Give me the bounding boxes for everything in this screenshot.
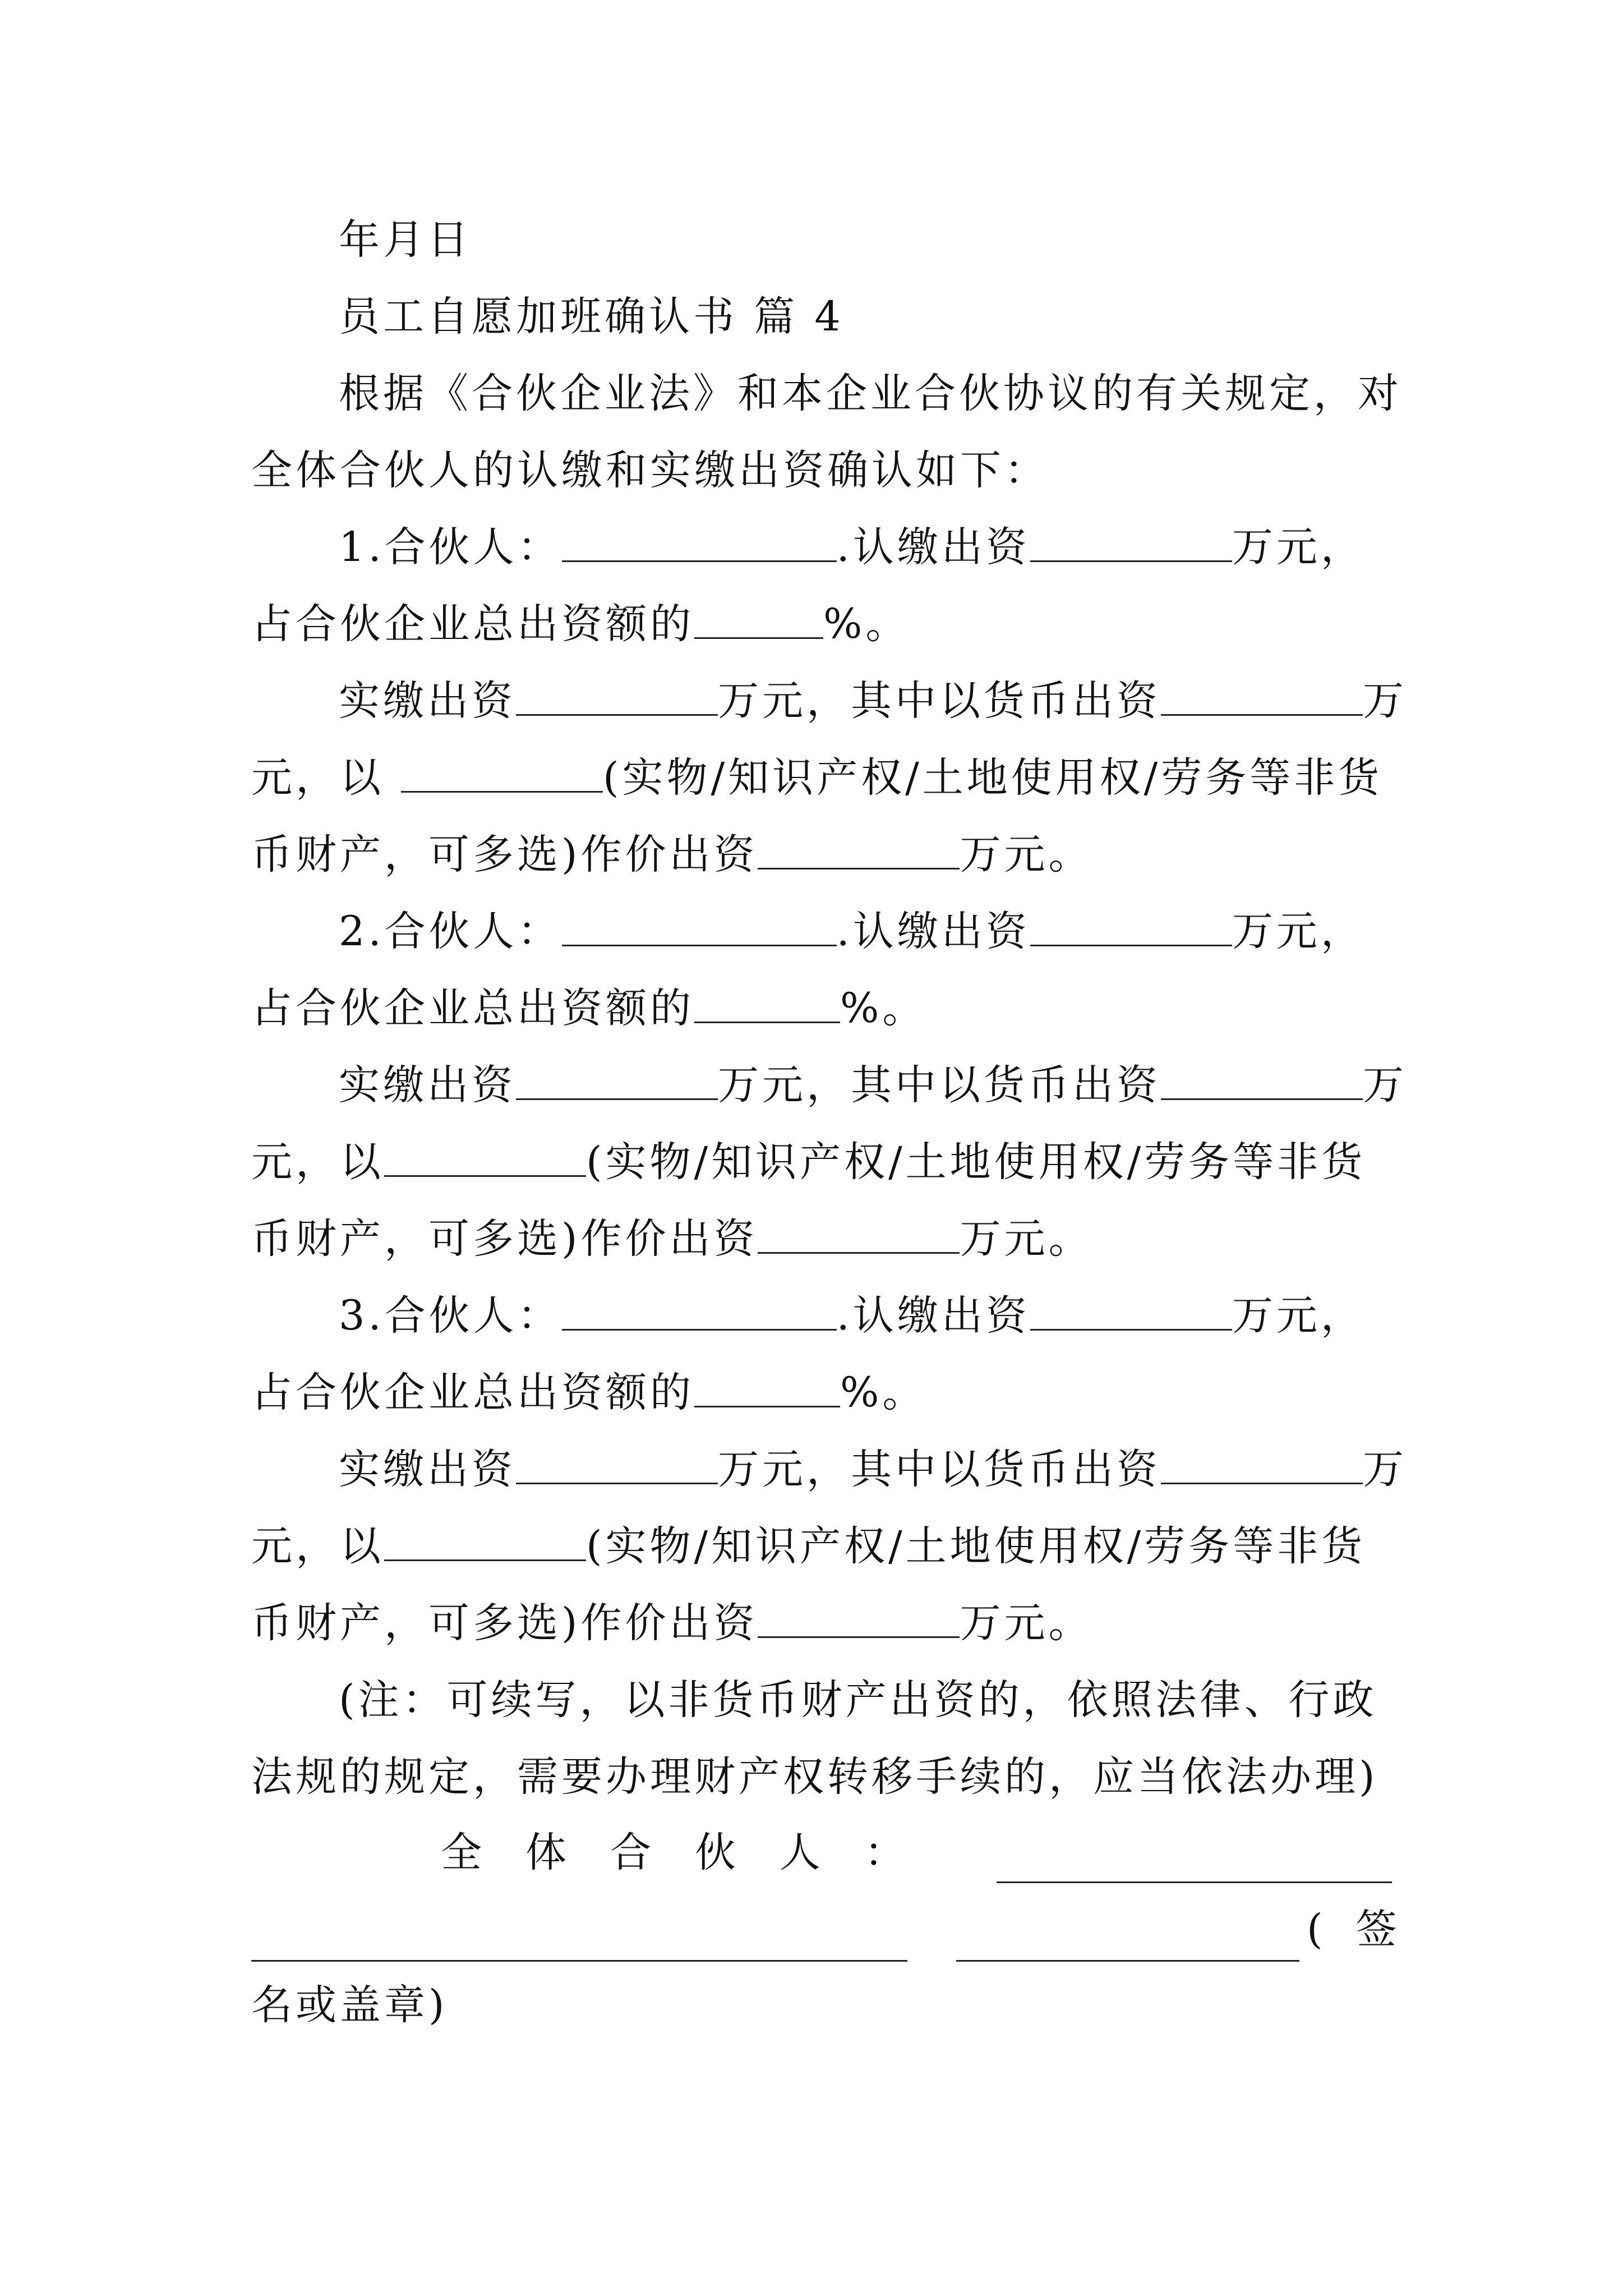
paid-amount-blank[interactable] bbox=[516, 1059, 718, 1100]
in-kind-amount-blank[interactable] bbox=[758, 829, 960, 869]
paid-label: 实缴出资 bbox=[339, 1061, 516, 1109]
signature-blank-2[interactable] bbox=[251, 1960, 907, 1962]
partner-name-blank[interactable] bbox=[562, 905, 837, 946]
note-text-1: (注：可续写，以非货币财产出资的，依照法律、行政 bbox=[339, 1676, 1377, 1724]
yuan-yi-text: 元，以 bbox=[251, 1522, 384, 1570]
unit-text: 万元。 bbox=[960, 831, 1093, 878]
partner-3-in-kind-line bbox=[251, 1519, 1366, 1575]
in-kind-desc: (实物/知识产权/土地使用权/劳务等非货 bbox=[586, 1522, 1366, 1570]
paid-amount-blank[interactable] bbox=[516, 1443, 718, 1484]
paid-mid-text: 万元，其中以货币出资 bbox=[718, 677, 1161, 725]
in-kind-tail: 币财产，可多选)作价出资 bbox=[251, 1215, 758, 1263]
unit-text: 万 bbox=[1363, 677, 1407, 725]
share-percent-blank[interactable] bbox=[694, 1366, 840, 1407]
yuan-yi-text: 元，以 bbox=[251, 1138, 384, 1186]
partner-name-blank[interactable] bbox=[562, 1290, 837, 1331]
unit-text: 万元， bbox=[1232, 523, 1365, 571]
document-heading bbox=[339, 289, 844, 345]
intro-text-2: 全体合伙人的认缴和实缴出资确认如下： bbox=[251, 447, 1049, 494]
subscribed-label: .认缴出资 bbox=[836, 1292, 1030, 1340]
subscribed-label: .认缴出资 bbox=[836, 523, 1030, 571]
partner-number: 2. bbox=[339, 908, 385, 955]
unit-text: 万元， bbox=[1232, 908, 1365, 955]
intro-line-2 bbox=[251, 443, 1049, 499]
partner-label: 合伙人： bbox=[384, 523, 562, 571]
partner-number: 3. bbox=[339, 1292, 385, 1340]
date-text: 年月日 bbox=[339, 216, 472, 264]
paid-mid-text: 万元，其中以货币出资 bbox=[718, 1061, 1161, 1109]
in-kind-desc: (实物/知识产权/土地使用权/劳务等非货 bbox=[603, 754, 1383, 802]
share-label: 占合伙企业总出资额的 bbox=[251, 1369, 694, 1416]
in-kind-tail: 币财产，可多选)作价出资 bbox=[251, 831, 758, 878]
partner-3-paid-line bbox=[339, 1442, 1407, 1498]
in-kind-tail: 币财产，可多选)作价出资 bbox=[251, 1599, 758, 1647]
subscribed-amount-blank[interactable] bbox=[1030, 521, 1232, 562]
in-kind-amount-blank[interactable] bbox=[758, 1597, 960, 1638]
unit-text: 万 bbox=[1363, 1446, 1407, 1493]
partner-3-line bbox=[339, 1288, 1365, 1344]
heading-text: 员工自愿加班确认书 篇 4 bbox=[339, 293, 844, 341]
paid-label: 实缴出资 bbox=[339, 677, 516, 725]
partner-3-in-kind-value-line bbox=[251, 1595, 1092, 1651]
note-text-2: 法规的规定，需要办理财产权转移手续的，应当依法办理) bbox=[251, 1753, 1378, 1801]
partner-label: 合伙人： bbox=[384, 1292, 562, 1340]
paid-amount-blank[interactable] bbox=[516, 675, 718, 716]
share-label: 占合伙企业总出资额的 bbox=[251, 600, 694, 648]
intro-text-1: 根据《合伙企业法》和本企业合伙协议的有关规定，对 bbox=[339, 370, 1402, 417]
all-partners-text: 全体合伙人： bbox=[441, 1829, 949, 1876]
in-kind-type-blank[interactable] bbox=[384, 1136, 586, 1177]
sign-tail-line bbox=[251, 1977, 448, 2033]
in-kind-desc: (实物/知识产权/土地使用权/劳务等非货 bbox=[586, 1138, 1366, 1186]
yuan-yi-text: 元，以 bbox=[251, 754, 384, 802]
sign-paren-line bbox=[1307, 1902, 1407, 1958]
partner-label: 合伙人： bbox=[384, 908, 562, 955]
cash-amount-blank[interactable] bbox=[1161, 1443, 1363, 1484]
sign-tail-text: 名或盖章) bbox=[251, 1981, 448, 2029]
intro-line-1 bbox=[339, 366, 1402, 422]
paid-mid-text: 万元，其中以货币出资 bbox=[718, 1446, 1161, 1493]
percent-text: %。 bbox=[840, 984, 927, 1032]
partner-2-share-line bbox=[251, 981, 926, 1037]
all-partners-label bbox=[441, 1825, 949, 1881]
partner-1-in-kind-value-line bbox=[251, 827, 1092, 883]
signature-blank-3[interactable] bbox=[956, 1960, 1299, 1962]
unit-text: 万 bbox=[1363, 1061, 1407, 1109]
share-percent-blank[interactable] bbox=[694, 982, 840, 1023]
partner-2-line bbox=[339, 904, 1365, 960]
partner-2-in-kind-value-line bbox=[251, 1211, 1092, 1267]
subscribed-amount-blank[interactable] bbox=[1030, 905, 1232, 946]
percent-text: %。 bbox=[840, 1369, 927, 1416]
in-kind-type-blank[interactable] bbox=[401, 752, 603, 793]
note-line-2 bbox=[251, 1749, 1378, 1805]
percent-text: %。 bbox=[823, 600, 910, 648]
date-line bbox=[339, 212, 472, 268]
partner-1-paid-line bbox=[339, 673, 1407, 729]
share-percent-blank[interactable] bbox=[694, 598, 823, 639]
cash-amount-blank[interactable] bbox=[1161, 1059, 1363, 1100]
paid-label: 实缴出资 bbox=[339, 1446, 516, 1493]
partner-name-blank[interactable] bbox=[562, 521, 837, 562]
in-kind-type-blank[interactable] bbox=[384, 1520, 586, 1561]
unit-text: 万元。 bbox=[960, 1215, 1093, 1263]
partner-1-in-kind-line bbox=[251, 750, 1382, 806]
partner-2-paid-line bbox=[339, 1057, 1407, 1114]
partner-3-share-line bbox=[251, 1365, 926, 1421]
in-kind-amount-blank[interactable] bbox=[758, 1213, 960, 1254]
cash-amount-blank[interactable] bbox=[1161, 675, 1363, 716]
subscribed-label: .认缴出资 bbox=[836, 908, 1030, 955]
partner-2-in-kind-line bbox=[251, 1134, 1366, 1190]
share-label: 占合伙企业总出资额的 bbox=[251, 984, 694, 1032]
note-line-1 bbox=[339, 1672, 1377, 1728]
partner-1-share-line bbox=[251, 596, 910, 652]
unit-text: 万元， bbox=[1232, 1292, 1365, 1340]
unit-text: 万元。 bbox=[960, 1599, 1093, 1647]
signature-blank-1[interactable] bbox=[997, 1881, 1392, 1883]
subscribed-amount-blank[interactable] bbox=[1030, 1290, 1232, 1331]
partner-number: 1. bbox=[339, 523, 385, 571]
partner-1-line bbox=[339, 519, 1365, 576]
sign-paren-text: ( 签 bbox=[1307, 1906, 1407, 1953]
